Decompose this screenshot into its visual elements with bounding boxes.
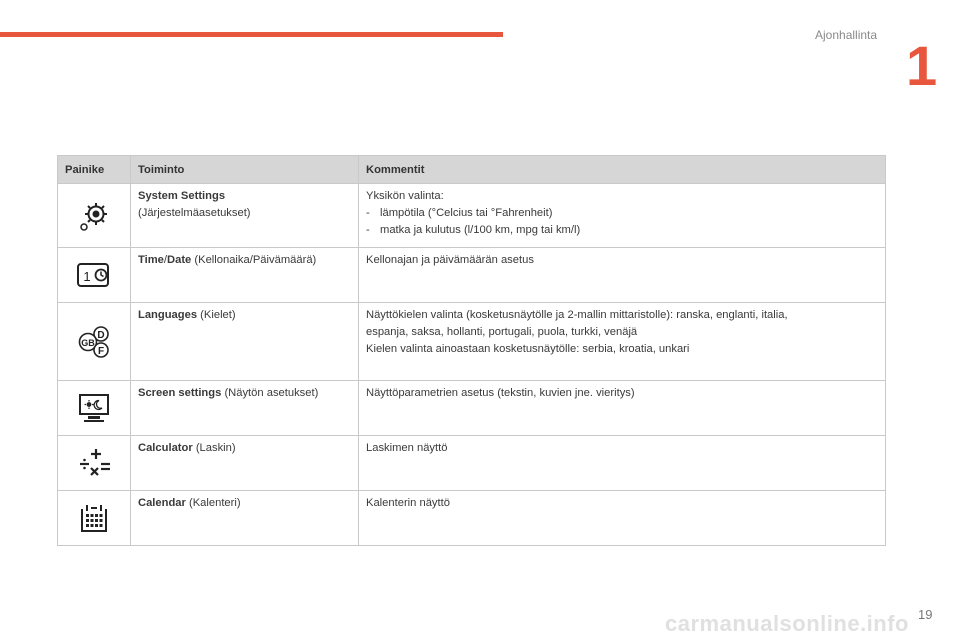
gear-icon bbox=[77, 199, 111, 233]
function-name-translation: (Laskin) bbox=[195, 442, 236, 454]
svg-text:1: 1 bbox=[83, 269, 91, 284]
calculator-icon bbox=[76, 446, 112, 480]
function-name: Time bbox=[138, 254, 164, 266]
comment-line: Kellonajan ja päivämäärän asetus bbox=[366, 254, 534, 266]
icon-cell bbox=[58, 184, 131, 248]
function-name: Languages bbox=[138, 309, 198, 321]
function-name: Calculator bbox=[138, 442, 193, 454]
function-name-translation: (Näytön asetukset) bbox=[224, 387, 319, 399]
function-name: Calendar bbox=[138, 497, 186, 509]
watermark: carmanualsonline.info bbox=[665, 611, 909, 636]
icon-cell bbox=[58, 381, 131, 436]
table-row bbox=[58, 381, 886, 436]
time-date-icon bbox=[75, 260, 113, 290]
icon-cell bbox=[58, 248, 131, 303]
page-number: 19 bbox=[918, 607, 933, 622]
function-name-translation: (Järjestelmäasetukset) bbox=[138, 207, 251, 219]
top-accent-bar bbox=[0, 32, 503, 37]
function-name-2: Date bbox=[167, 254, 192, 266]
calendar-icon bbox=[77, 501, 111, 535]
settings-table bbox=[57, 155, 886, 546]
svg-text:F: F bbox=[97, 345, 105, 357]
table-row: 1 Time/Date (Kellonaika/Päivämäärä) Kellonajan ja päivämäärän asetus bbox=[58, 248, 886, 303]
comment-bullet: - lämpötila (°Celcius tai °Fahrenheit) bbox=[366, 207, 553, 219]
function-name-translation: (Kalenteri) bbox=[188, 497, 241, 509]
function-name: Screen settings bbox=[138, 387, 222, 399]
col-header-comments: Kommentit bbox=[359, 156, 886, 184]
languages-icon bbox=[74, 325, 114, 359]
comment-bullet: - matka ja kulutus (l/100 km, mpg tai km/l) bbox=[366, 224, 581, 236]
comment-line: Kielen valinta ainoastaan kosketusnäytölle: serbia, kroatia, unkari bbox=[366, 343, 690, 355]
comment-line: Näyttökielen valinta (kosketusnäytölle ja 2-mallin mittaristolle): ranska, englanti, italia, bbox=[366, 309, 788, 321]
table-row bbox=[58, 491, 886, 546]
table-row bbox=[58, 303, 886, 381]
icon-cell bbox=[58, 436, 131, 491]
icon-cell bbox=[58, 491, 131, 546]
table-row bbox=[58, 436, 886, 491]
chapter-number: 1 bbox=[906, 34, 938, 97]
comment-line: Yksikön valinta: bbox=[366, 190, 444, 202]
icon-cell bbox=[58, 303, 131, 381]
function-name-translation: (Kielet) bbox=[200, 309, 236, 321]
comment-line: Laskimen näyttö bbox=[366, 442, 448, 454]
screen-settings-icon bbox=[77, 392, 111, 424]
comment-line: Näyttöparametrien asetus (tekstin, kuvien jne. vieritys) bbox=[366, 387, 635, 399]
col-header-button: Painike bbox=[58, 156, 131, 184]
function-name-translation: (Kellonaika/Päivämäärä) bbox=[194, 254, 317, 266]
col-header-function: Toiminto bbox=[131, 156, 359, 184]
table-row bbox=[58, 184, 886, 248]
function-name: System Settings bbox=[138, 190, 226, 202]
table-header-row bbox=[58, 156, 886, 184]
svg-text:D: D bbox=[97, 329, 105, 341]
section-title: Ajonhallinta bbox=[815, 28, 878, 42]
svg-text:GB: GB bbox=[81, 337, 95, 348]
comment-line: espanja, saksa, hollanti, portugali, puola, turkki, venäjä bbox=[366, 326, 638, 338]
comment-line: Kalenterin näyttö bbox=[366, 497, 450, 509]
